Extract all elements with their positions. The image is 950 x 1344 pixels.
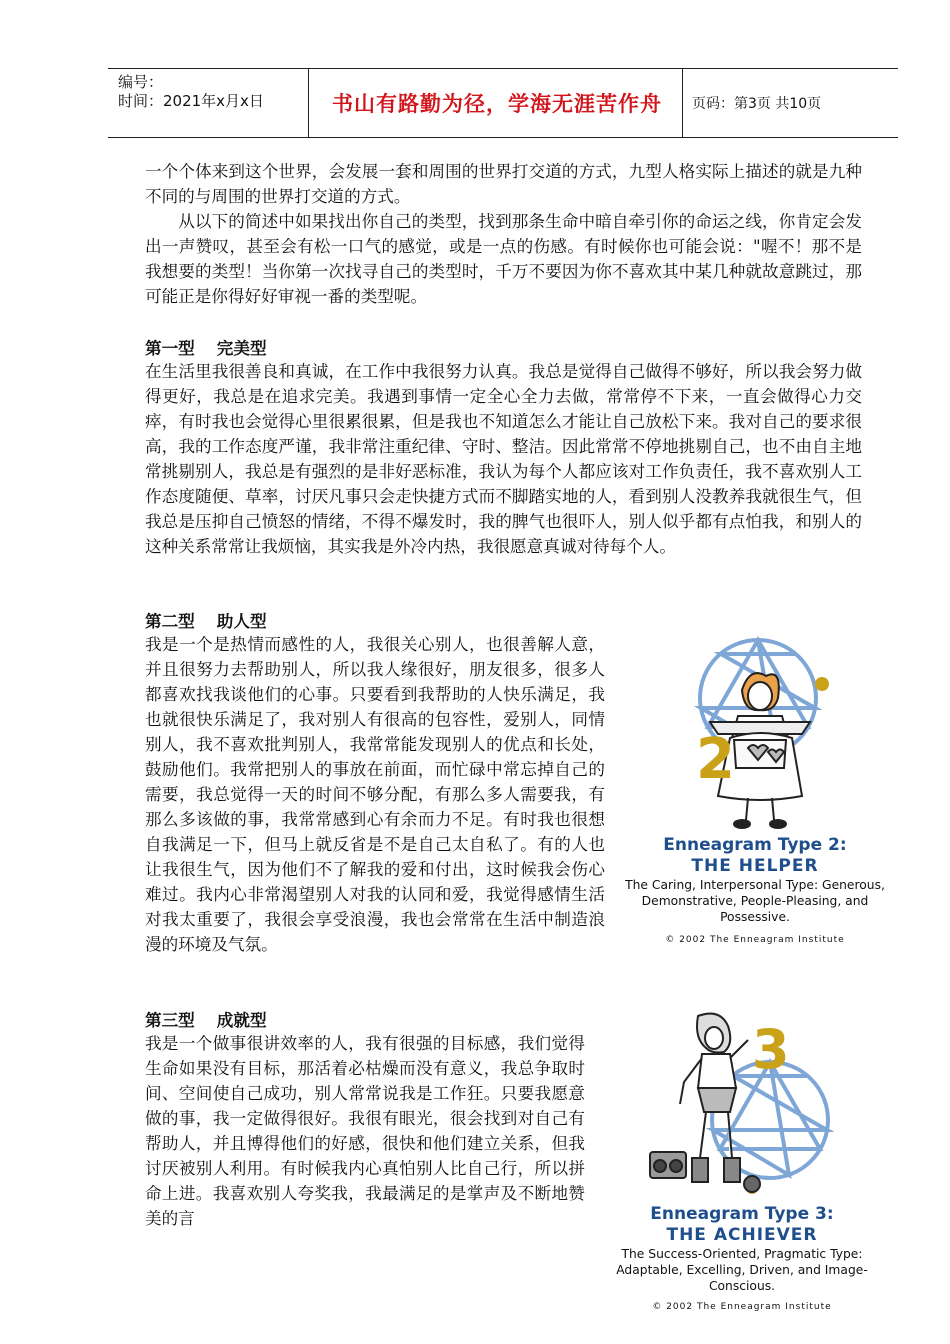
type3-caption — [606, 1204, 878, 1312]
intro-paragraph-2: 从以下的简述中如果找出你自己的类型，找到那条生命中暗自牵引你的命运之线，你肯定会发出一声赞叹，甚至会有松一口气的感觉，或是一点的伤感。有时候你也可能会说："喔不！那不是我想要的类型！当你第一次找寻自己的类型时，千万不要因为你不喜欢其中某几种就故意跳过，那可能正是你得好好审视一番的类型呢。 — [145, 212, 862, 306]
type3-figure-subtitle: THE ACHIEVER — [666, 1225, 818, 1245]
type2-caption — [612, 835, 898, 945]
type2-figure-desc: The Caring, Interpersonal Type: Generous, Demonstrative, People-Pleasing, and Possessive. — [625, 878, 885, 924]
figure-boot-left — [692, 1158, 708, 1182]
figure-face — [705, 1027, 723, 1049]
figure-shoe-left — [734, 820, 750, 828]
type2-body: 我是一个是热情而感性的人，我很关心别人，也很善解人意，并且很努力去帮助别人，所以我人缘很好，朋友很多，很多人都喜欢找我谈他们的心事。只要看到我帮助的人快乐满足，我也就很快乐满足了，我对别人有很高的包容性，爱别人，同情别人，我不喜欢批判别人，我常常能发现别人的优点和长处，鼓励他们。我常把别人的事放在前面，而忙碌中常忘掉自己的需要，我总觉得一天的时间不够分配，有那么多人需要我，有那么多该做的事，我常常感到心有余而力不足。有时我也很想自我满足一下，但马上就反省是不是自己太自私了。有的人也让我很生气，因为他们不了解我的爱和付出，这时候我会伤心难过。我内心非常渴望别人对我的认同和爱，我觉得感情生活对我太重要了，我很会享受浪漫，我也会常常在生活中制造浪漫的环境及气氛。 — [145, 635, 605, 954]
figure-leotard — [698, 1088, 736, 1112]
type3-heading — [145, 1007, 267, 1031]
type2-name: 助人型 — [216, 612, 267, 631]
type2-number: 第二型 — [145, 612, 195, 631]
boombox-speaker-left — [654, 1160, 666, 1172]
intro-paragraph-1: 一个个体来到这个世界，会发展一套和周围的世界打交道的方式，九型人格实际上描述的就是九种不同的与周围的世界打交道的方式。 — [145, 162, 862, 206]
motto: 书山有路勤为径，学海无涯苦作舟 — [332, 91, 662, 116]
type1-name: 完美型 — [216, 339, 267, 358]
type2-heading — [145, 608, 267, 632]
type3-figure-copyright: © 2002 The Enneagram Institute — [652, 1302, 832, 1312]
type2-digit: 2 — [696, 727, 735, 792]
type3-figure-desc: The Success-Oriented, Pragmatic Type: Adaptable, Excelling, Driven, and Image-Conscious. — [616, 1247, 868, 1293]
figure-torso — [698, 1054, 736, 1088]
figure-leg-right — [772, 798, 774, 820]
type3-number: 第三型 — [145, 1011, 195, 1030]
type1-body: 在生活里我很善良和真诚，在工作中我很努力认真。我总是觉得自己做得不够好，所以我会努力做得更好，我总是在追求完美。我遇到事情一定全心全力去做，常常停不下来，一直会做得心力交瘁，有时我也会觉得心里很累很累，但是我也不知道怎么才能让自己放松下来。我对自己的要求很高，我的工作态度严谨，我非常注重纪律、守时、整洁。因此常常不停地挑剔自己，也不由自主地常挑剔别人，我总是有强烈的是非好恶标准，我认为每个人都应该对工作负责任，我不喜欢别人工作态度随便、草率，讨厌凡事只会走快捷方式而不脚踏实地的人，看到别人没教养我就很生气，但我总是压抑自己愤怒的情绪，不得不爆发时，我的脾气也很吓人，别人似乎都有点怕我，和别人的这种关系常常让我烦恼，其实我是外冷内热，我很愿意真诚对待每个人。 — [145, 362, 862, 556]
type3-body: 我是一个做事很讲效率的人，我有很强的目标感，我们觉得生命如果没有目标，那活着必枯燥而没有意义，我总争取时间、空间使自己成功，别人常常说我是工作狂。只要我愿意做的事，我一定做得很好。我很有眼光，很会找到对自己有帮助人，并且博得他们的好感，很快和他们建立关系，但我讨厌被别人利用。有时候我内心真怕别人比自己行，所以拼命上进。我喜欢别人夸奖我，我最满足的是掌声及不断地赞美的言 — [145, 1034, 585, 1228]
figure-arm-raised — [730, 1040, 748, 1058]
type1-number: 第一型 — [145, 339, 195, 358]
enneagram-type3-illustration — [640, 1008, 850, 1203]
type2-figure-subtitle: THE HELPER — [691, 856, 819, 876]
figure-shoe-right — [770, 820, 786, 828]
header-divider-left — [308, 69, 309, 137]
type3-digit: 3 — [752, 1018, 790, 1081]
time-label: 时间：2021年x月x日 — [118, 92, 264, 110]
type2-figure-copyright: © 2002 The Enneagram Institute — [665, 935, 845, 945]
serial-label: 编号： — [118, 73, 164, 91]
intro-section — [145, 159, 862, 309]
enneagram-point-marker — [815, 677, 829, 691]
figure-boot-right — [724, 1158, 740, 1182]
figure-face — [748, 682, 772, 710]
type2-figure-title: Enneagram Type 2: — [663, 835, 847, 855]
page-info: 页码：第3页 共10页 — [692, 96, 822, 112]
document-header — [108, 68, 898, 138]
achiever-figure — [650, 1014, 760, 1192]
enneagram-type2-illustration — [690, 628, 840, 833]
type3-figure-title: Enneagram Type 3: — [650, 1204, 834, 1224]
header-meta — [118, 73, 264, 111]
type3-name: 成就型 — [216, 1011, 267, 1030]
dumbbell-icon — [744, 1176, 760, 1192]
type1-heading — [145, 335, 267, 359]
figure-leg-left — [746, 798, 748, 820]
boombox-speaker-right — [670, 1160, 682, 1172]
